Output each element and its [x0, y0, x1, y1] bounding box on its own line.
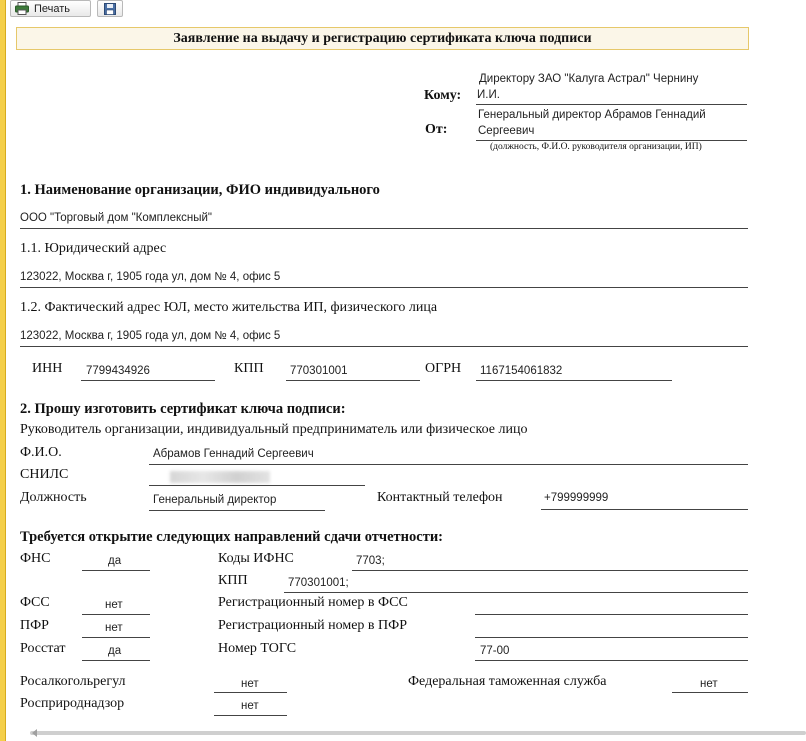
rosprirod-underline — [214, 715, 287, 716]
phone-label: Контактный телефон — [377, 490, 503, 505]
to-line-1: Директору ЗАО "Калуга Астрал" Чернину — [479, 73, 699, 85]
pfr-underline — [82, 637, 150, 638]
fss-label: ФСС — [20, 595, 50, 610]
ifns-codes-label: Коды ИФНС — [218, 551, 294, 566]
fss-underline — [82, 614, 150, 615]
section-1-heading: 1. Наименование организации, ФИО индивидуального — [20, 182, 380, 198]
rosalko-underline — [214, 692, 287, 693]
snils-underline — [149, 485, 365, 486]
pfr-label: ПФР — [20, 618, 49, 633]
fns-label: ФНС — [20, 551, 51, 566]
inn-value: 7799434926 — [86, 365, 150, 377]
ogrn-underline — [476, 380, 672, 381]
togs-value: 77-00 — [480, 645, 510, 657]
directions-kpp-label: КПП — [218, 573, 248, 588]
section-2-heading: 2. Прошу изготовить сертификат ключа подписи: — [20, 401, 346, 417]
rosprirod-label: Росприроднадзор — [20, 696, 125, 711]
kpp-value: 770301001 — [290, 365, 348, 377]
legal-address-heading: 1.1. Юридический адрес — [20, 241, 167, 256]
horizontal-scrollbar[interactable] — [30, 731, 806, 735]
snils-label: СНИЛС — [20, 467, 69, 482]
actual-address-heading: 1.2. Фактический адрес ЮЛ, место жительства ИП, физического лица — [20, 300, 438, 315]
togs-label: Номер ТОГС — [218, 641, 297, 656]
position-value: Генеральный директор — [153, 494, 277, 506]
to-label: Кому: — [424, 88, 462, 103]
from-line-2: Сергеевич — [478, 125, 535, 137]
directions-kpp-value: 770301001; — [288, 577, 349, 589]
phone-underline — [541, 509, 748, 510]
directions-kpp-underline — [284, 592, 748, 593]
pfr-reg-label: Регистрационный номер в ПФР — [218, 618, 407, 633]
fss-reg-underline — [475, 614, 748, 615]
customs-label: Федеральная таможенная служба — [408, 674, 607, 689]
floppy-disk-icon — [104, 3, 116, 15]
fio-value: Абрамов Геннадий Сергеевич — [153, 448, 314, 460]
org-name-underline — [20, 228, 748, 229]
rosalko-value: нет — [241, 678, 259, 690]
inn-underline — [81, 380, 215, 381]
actual-address-underline — [20, 346, 748, 347]
org-name-value: ООО "Торговый дом "Комплексный" — [20, 212, 213, 224]
ifns-codes-value: 7703; — [356, 555, 385, 567]
rosstat-label: Росстат — [20, 641, 66, 656]
document-title: Заявление на выдачу и регистрацию сертификата ключа подписи — [16, 27, 749, 50]
save-button[interactable] — [97, 0, 123, 17]
from-label: От: — [425, 122, 448, 137]
actual-address-value: 123022, Москва г, 1905 года ул, дом № 4, офис 5 — [20, 330, 281, 342]
fio-label: Ф.И.О. — [20, 445, 62, 460]
kpp-underline — [286, 380, 420, 381]
togs-underline — [475, 660, 748, 661]
customs-value: нет — [700, 678, 718, 690]
document-sheet — [16, 24, 806, 732]
phone-value: +799999999 — [544, 492, 609, 504]
fss-value: нет — [105, 599, 123, 611]
ifns-codes-underline — [352, 570, 748, 571]
section-2-subheading: Руководитель организации, индивидуальный предприниматель или физическое лицо — [20, 422, 528, 437]
ogrn-label: ОГРН — [425, 361, 462, 376]
ogrn-value: 1167154061832 — [480, 365, 563, 377]
rosstat-underline — [82, 660, 150, 661]
rosprirod-value: нет — [241, 700, 259, 712]
snils-redacted-value — [170, 471, 270, 483]
fns-value: да — [108, 555, 122, 567]
to-line-2: И.И. — [477, 89, 500, 101]
customs-underline — [672, 692, 748, 693]
to-underline — [476, 104, 747, 105]
from-line-1: Генеральный директор Абрамов Геннадий — [478, 109, 706, 121]
printer-icon — [15, 2, 29, 15]
print-button[interactable] — [10, 0, 91, 17]
directions-heading: Требуется открытие следующих направлений сдачи отчетности: — [20, 529, 444, 545]
position-underline — [149, 510, 325, 511]
inn-label: ИНН — [32, 361, 63, 376]
kpp-label: КПП — [234, 361, 264, 376]
position-label: Должность — [20, 490, 87, 505]
from-caption: (должность, Ф.И.О. руководителя организации, ИП) — [490, 142, 702, 152]
toolbar — [6, 0, 806, 20]
from-underline — [476, 140, 747, 141]
legal-address-value: 123022, Москва г, 1905 года ул, дом № 4, офис 5 — [20, 271, 281, 283]
fio-underline — [149, 464, 748, 465]
scroll-left-arrow-icon[interactable] — [32, 729, 37, 737]
fss-reg-label: Регистрационный номер в ФСС — [218, 595, 408, 610]
rosalko-label: Росалкогольрегул — [20, 674, 126, 689]
fns-underline — [82, 570, 150, 571]
rosstat-value: да — [108, 645, 122, 657]
print-button-label: Печать — [34, 2, 71, 15]
legal-address-underline — [20, 287, 748, 288]
left-panel-edge — [0, 0, 6, 741]
pfr-reg-underline — [475, 637, 748, 638]
pfr-value: нет — [105, 622, 123, 634]
